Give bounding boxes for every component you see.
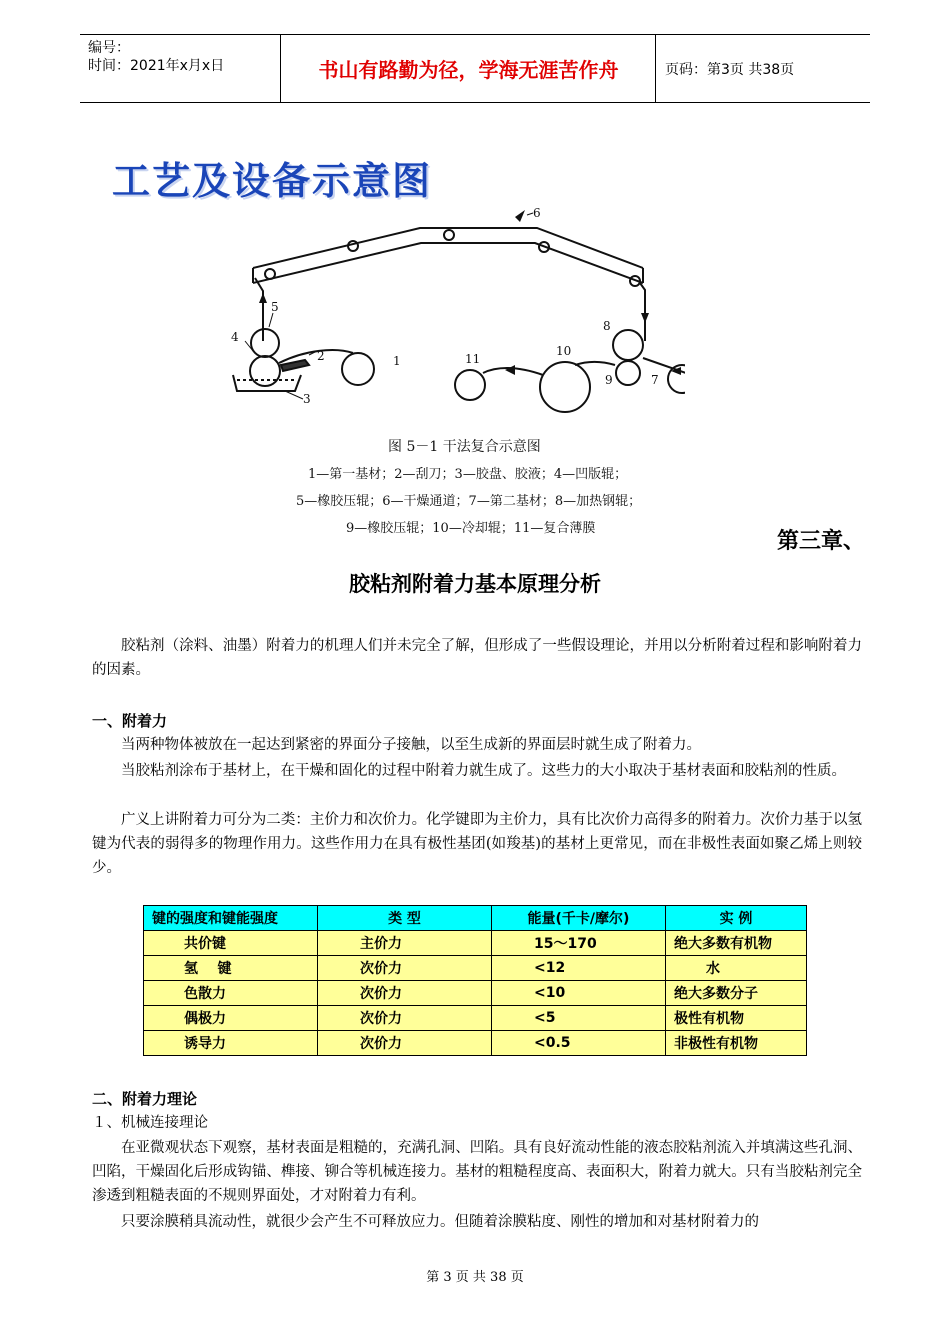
body-paragraph: 当胶粘剂涂布于基材上，在干燥和固化的过程中附着力就生成了。这些力的大小取决于基材表面和胶粘剂的性质。	[121, 763, 846, 779]
table-header-cell: 键的强度和键能强度	[144, 906, 318, 931]
table-header-cell: 能量(千卡/摩尔)	[492, 906, 666, 931]
figure-caption-line: 5—橡胶压辊；6—干燥通道；7—第二基材；8—加热钢辊；	[296, 494, 642, 509]
section-heading: 一、附着力	[92, 712, 168, 730]
label-2: 2	[317, 349, 325, 363]
table-header-cell: 类 型	[318, 906, 492, 931]
figure-caption-line: 9—橡胶压辊；10—冷却辊；11—复合薄膜	[346, 521, 596, 536]
header-divider	[655, 35, 656, 102]
table-row	[144, 956, 807, 981]
serial-label: 编号：	[88, 40, 130, 56]
rubber-press-roller-9	[616, 361, 640, 385]
table-cell: 绝大多数有机物	[666, 931, 807, 956]
table-cell: 诱导力	[144, 1031, 318, 1056]
section-heading: 二、附着力理论	[92, 1090, 198, 1108]
table-cell: 非极性有机物	[666, 1031, 807, 1056]
label-1: 1	[393, 354, 401, 368]
body-paragraph: 在亚微观状态下观察，基材表面是粗糙的，充满孔洞、凹陷。具有良好流动性能的液态胶粘剂流入并填满这些孔洞、凹陷，干燥固化后形成钩锚、榫接、铆合等机械连接力。基材的粗糙程度高、表面积大，附着力就大。只有当胶粘剂完全渗透到粗糙表面的不规则界面处，才对附着力有利。	[92, 1140, 862, 1204]
figure-caption-line: 1—第一基材；2—刮刀；3—胶盘、胶液；4—凹版辊；	[308, 467, 628, 482]
table-header-cell: 实 例	[666, 906, 807, 931]
chapter-title: 胶粘剂附着力基本原理分析	[349, 572, 601, 596]
figure-banner-title: 工艺及设备示意图	[112, 159, 433, 203]
label-6: 6	[533, 206, 541, 220]
table-row	[144, 1006, 807, 1031]
label-5: 5	[271, 300, 279, 314]
time-label: 时间：2021年x月x日	[88, 58, 225, 74]
table-cell: 次价力	[318, 956, 492, 981]
first-substrate-roll-1	[342, 353, 374, 385]
composite-film-roll-11	[455, 370, 485, 400]
guide-roller	[444, 230, 454, 240]
table-cell: <0.5	[492, 1031, 666, 1056]
body-paragraph: 只要涂膜稍具流动性，就很少会产生不可释放应力。但随着涂膜粘度、刚性的增加和对基材附着力的	[121, 1214, 759, 1230]
dry-lamination-diagram	[225, 195, 685, 420]
table-cell: 色散力	[144, 981, 318, 1006]
table-cell: 氢 键	[144, 956, 318, 981]
page-footer: 第 3 页 共 38 页	[426, 1270, 524, 1285]
subsection-heading: １、机械连接理论	[92, 1115, 208, 1131]
label-10: 10	[556, 344, 572, 358]
web-direction-arrow	[505, 365, 515, 375]
table-cell: 极性有机物	[666, 1006, 807, 1031]
web-direction-arrow	[259, 293, 267, 303]
web-direction-arrow	[641, 313, 649, 323]
table-cell: 水	[666, 956, 807, 981]
header-divider	[280, 35, 281, 102]
table-cell: 偶极力	[144, 1006, 318, 1031]
table-cell: 绝大多数分子	[666, 981, 807, 1006]
doctor-blade-2	[281, 360, 309, 371]
intro-paragraph: 胶粘剂（涂料、油墨）附着力的机理人们并未完全了解，但形成了一些假设理论，并用以分析附着过程和影响附着力的因素。	[92, 638, 862, 678]
body-paragraph: 广义上讲附着力可分为二类：主价力和次价力。化学键即为主价力，具有比次价力高得多的附着力。次价力基于以氢键为代表的弱得多的物理作用力。这些作用力在具有极性基团(如羧基)的基材上更常见，而在非极性表面如聚乙烯上则较少。	[92, 812, 862, 876]
table-cell: 15～170	[492, 931, 666, 956]
rubber-press-roller-5	[251, 329, 279, 357]
label-4: 4	[231, 330, 239, 344]
label-11: 11	[465, 352, 481, 366]
web-direction-arrow	[515, 210, 525, 222]
table-cell: 次价力	[318, 1006, 492, 1031]
cooling-roller-10	[540, 362, 590, 412]
label-3: 3	[303, 392, 311, 406]
table-row	[144, 931, 807, 956]
figure-caption-title: 图 5－1 干法复合示意图	[388, 439, 541, 455]
table-cell: 主价力	[318, 931, 492, 956]
table-cell: <5	[492, 1006, 666, 1031]
glue-pan-3	[233, 375, 301, 391]
table-cell: 共价键	[144, 931, 318, 956]
table-header-row	[144, 906, 807, 931]
guide-roller	[265, 269, 275, 279]
chapter-heading: 第三章、	[776, 529, 865, 554]
header-meta	[88, 39, 224, 75]
label-9: 9	[605, 373, 613, 387]
page-header	[80, 34, 870, 103]
gravure-roller-4	[250, 356, 280, 386]
table-cell: <10	[492, 981, 666, 1006]
web-path-right	[640, 283, 645, 341]
header-motto: 书山有路勤为径，学海无涯苦作舟	[318, 58, 619, 82]
table-row	[144, 1031, 807, 1056]
table-cell: 次价力	[318, 981, 492, 1006]
label-8: 8	[603, 319, 611, 333]
drying-tunnel-bottom	[253, 243, 643, 283]
table-cell: 次价力	[318, 1031, 492, 1056]
bond-strength-table	[143, 905, 807, 1056]
table-cell: <12	[492, 956, 666, 981]
body-paragraph: 当两种物体被放在一起达到紧密的界面分子接触，以至生成新的界面层时就生成了附着力。	[121, 737, 701, 753]
guide-roller	[348, 241, 358, 251]
table-row	[144, 981, 807, 1006]
laminate-web	[575, 362, 615, 365]
header-page-code: 页码：第3页 共38页	[665, 61, 795, 78]
heated-steel-roller-8	[613, 330, 643, 360]
label-7: 7	[651, 373, 659, 387]
